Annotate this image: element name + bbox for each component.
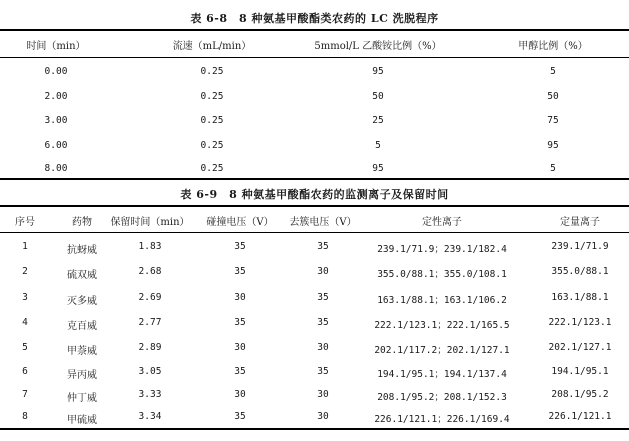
table2-cell: 7 bbox=[22, 389, 28, 400]
table2-cell: 202.1/117.2；202.1/127.1 bbox=[374, 345, 510, 356]
table2-cell: 30 bbox=[234, 292, 246, 303]
table2-cell: 克百威 bbox=[67, 321, 97, 332]
table2-cell: 30 bbox=[234, 342, 246, 353]
table2-cell: 163.1/88.1 bbox=[551, 292, 609, 303]
table2-cell: 194.1/95.1 bbox=[551, 366, 609, 377]
table2-cell: 1.83 bbox=[138, 241, 162, 252]
table1-cell: 95 bbox=[372, 66, 384, 77]
table2-cell: 5 bbox=[22, 342, 28, 353]
table1-cell: 5 bbox=[375, 140, 381, 151]
table1-header-cell: 甲醇比例（%） bbox=[518, 41, 588, 52]
table1-cell: 25 bbox=[372, 115, 384, 126]
table2-cell: 仲丁威 bbox=[67, 393, 97, 404]
table2-cell: 35 bbox=[234, 241, 246, 252]
table2-cell: 226.1/121.1；226.1/169.4 bbox=[374, 414, 510, 425]
table2-cell: 8 bbox=[22, 411, 28, 422]
table2-header-rule bbox=[0, 232, 629, 233]
table2-header-cell: 保留时间（min） bbox=[110, 217, 190, 228]
table2-cell: 6 bbox=[22, 366, 28, 377]
table1-cell: 5 bbox=[550, 66, 556, 77]
table2-cell: 1 bbox=[22, 241, 28, 252]
table2-cell: 163.1/88.1；163.1/106.2 bbox=[377, 295, 507, 306]
table2-cell: 硫双威 bbox=[67, 270, 97, 281]
table2-cell: 2.89 bbox=[138, 342, 162, 353]
table1-header-rule bbox=[0, 57, 629, 58]
table1-header-cell: 时间（min） bbox=[26, 41, 86, 52]
table1-header-cell: 流速（mL/min） bbox=[172, 41, 252, 52]
table2-cell: 30 bbox=[234, 389, 246, 400]
table2-cell: 208.1/95.2；208.1/152.3 bbox=[377, 392, 507, 403]
table2-cell: 30 bbox=[317, 411, 329, 422]
table2-cell: 208.1/95.2 bbox=[551, 389, 609, 400]
table2-header-cell: 药物 bbox=[72, 217, 92, 228]
table2-cell: 甲硫威 bbox=[67, 415, 97, 426]
table2-header-cell: 定性离子 bbox=[422, 217, 462, 228]
table1-cell: 50 bbox=[372, 91, 384, 102]
table2-cell: 30 bbox=[317, 389, 329, 400]
table1-cell: 0.25 bbox=[200, 91, 224, 102]
table2-cell: 30 bbox=[317, 342, 329, 353]
table2-cell: 35 bbox=[317, 317, 329, 328]
table2-cell: 35 bbox=[317, 292, 329, 303]
table2-cell: 3.34 bbox=[138, 411, 162, 422]
table2-caption: 表 6-9 8 种氨基甲酸酯农药的监测离子及保留时间 bbox=[180, 188, 449, 201]
table2-header-cell: 定量离子 bbox=[560, 217, 600, 228]
table2-cell: 35 bbox=[317, 366, 329, 377]
table1-cell: 0.00 bbox=[44, 66, 68, 77]
table2-cell: 355.0/88.1 bbox=[551, 266, 609, 277]
table1-cell: 95 bbox=[372, 163, 384, 174]
table2-cell: 202.1/127.1 bbox=[548, 342, 612, 353]
table2-cell: 3 bbox=[22, 292, 28, 303]
table2-bottom-rule bbox=[0, 428, 629, 430]
table2-cell: 2 bbox=[22, 266, 28, 277]
table1-caption: 表 6-8 8 种氨基甲酸酯类农药的 LC 洗脱程序 bbox=[190, 12, 439, 25]
table2-cell: 4 bbox=[22, 317, 28, 328]
table1-cell: 95 bbox=[547, 140, 559, 151]
table1-cell: 8.00 bbox=[44, 163, 68, 174]
table2-cell: 35 bbox=[317, 241, 329, 252]
table2-cell: 35 bbox=[234, 317, 246, 328]
table1-cell: 5 bbox=[550, 163, 556, 174]
table1-cell: 75 bbox=[547, 115, 559, 126]
table1-cell: 0.25 bbox=[200, 115, 224, 126]
table2-header-cell: 序号 bbox=[15, 217, 35, 228]
table1-cell: 6.00 bbox=[44, 140, 68, 151]
table2-cell: 239.1/71.9 bbox=[551, 241, 609, 252]
table1-header-cell: 5mmol/L 乙酸铵比例（%） bbox=[314, 41, 442, 52]
table2-cell: 3.05 bbox=[138, 366, 162, 377]
table2-cell: 30 bbox=[317, 266, 329, 277]
table2-cell: 226.1/121.1 bbox=[548, 411, 612, 422]
table1-cell: 3.00 bbox=[44, 115, 68, 126]
table1-cell: 0.25 bbox=[200, 140, 224, 151]
table1-cell: 0.25 bbox=[200, 163, 224, 174]
table2-cell: 35 bbox=[234, 266, 246, 277]
table2-cell: 194.1/95.1；194.1/137.4 bbox=[377, 369, 507, 380]
table2-cell: 239.1/71.9；239.1/182.4 bbox=[377, 244, 507, 255]
table2-cell: 2.77 bbox=[138, 317, 162, 328]
table2-cell: 2.69 bbox=[138, 292, 162, 303]
table1-bottom-rule bbox=[0, 178, 629, 180]
table2-cell: 355.0/88.1；355.0/108.1 bbox=[377, 269, 507, 280]
table2-cell: 灭多威 bbox=[67, 296, 97, 307]
table1-cell: 0.25 bbox=[200, 66, 224, 77]
table2-header-cell: 去簇电压（V） bbox=[289, 217, 357, 228]
table2-top-rule bbox=[0, 205, 629, 207]
table1-cell: 2.00 bbox=[44, 91, 68, 102]
table2-cell: 3.33 bbox=[138, 389, 162, 400]
table1-top-rule bbox=[0, 29, 629, 31]
table2-header-cell: 碰撞电压（V） bbox=[206, 217, 274, 228]
table2-cell: 222.1/123.1；222.1/165.5 bbox=[374, 320, 510, 331]
table2-cell: 35 bbox=[234, 366, 246, 377]
table2-cell: 222.1/123.1 bbox=[548, 317, 612, 328]
table2-cell: 甲萘威 bbox=[67, 346, 97, 357]
table2-cell: 异丙威 bbox=[67, 370, 97, 381]
table2-cell: 抗蚜威 bbox=[67, 245, 97, 256]
table1-cell: 50 bbox=[547, 91, 559, 102]
table2-cell: 2.68 bbox=[138, 266, 162, 277]
table2-cell: 35 bbox=[234, 411, 246, 422]
